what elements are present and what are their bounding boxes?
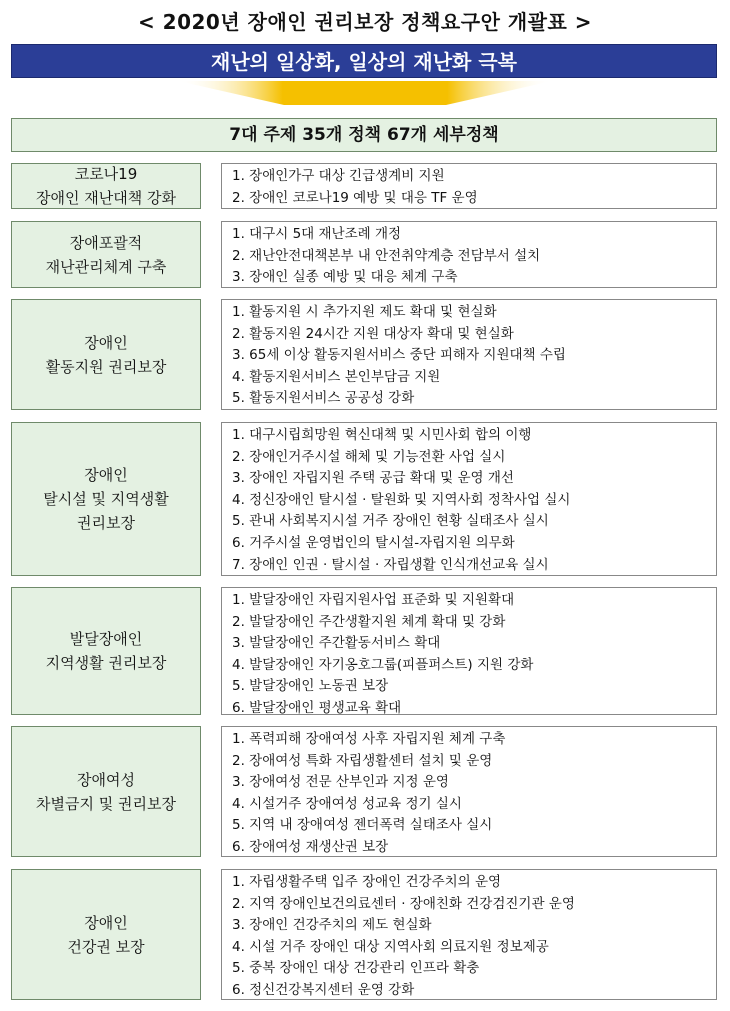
- policy-section-disabled-women: [11, 726, 717, 857]
- policy-item: 1. 장애인가구 대상 긴급생계비 지원: [232, 168, 445, 184]
- policy-summary: 7대 주제 35개 정책 67개 세부정책: [11, 118, 717, 152]
- policy-item: 6. 장애여성 재생산권 보장: [232, 838, 389, 855]
- policy-item: 7. 장애인 인권 · 탈시설 · 자립생활 인식개선교육 실시: [232, 556, 549, 573]
- policy-item: 1. 발달장애인 자립지원사업 표준화 및 지원확대: [232, 592, 515, 608]
- policy-item: 5. 지역 내 장애여성 젠더폭력 실태조사 실시: [232, 817, 493, 834]
- policy-item: 6. 거주시설 운영법인의 탈시설-자립지원 의무화: [232, 534, 515, 551]
- page-title: < 2020년 장애인 권리보장 정책요구안 개괄표 >: [137, 10, 593, 34]
- policy-item: 1. 대구시립희망원 혁신대책 및 시민사회 합의 이행: [232, 427, 532, 443]
- policy-item: 5. 중복 장애인 대상 건강관리 인프라 확충: [232, 960, 480, 977]
- policy-item: 2. 장애인 코로나19 예방 및 대응 TF 운영: [232, 189, 478, 206]
- policy-item: 2. 재난안전대책본부 내 안전취약계층 전담부서 설치: [232, 247, 541, 264]
- policy-item: 5. 활동지원서비스 공공성 강화: [232, 390, 415, 407]
- theme-label: 장애인 건강권 보장: [11, 869, 201, 1000]
- policy-item: 6. 발달장애인 평생교육 확대: [232, 699, 402, 716]
- policy-item: 3. 장애인 실종 예방 및 대응 체계 구축: [232, 269, 458, 286]
- policy-item: 2. 발달장애인 주간생활지원 체계 확대 및 강화: [232, 613, 506, 630]
- policy-item: 3. 65세 이상 활동지원서비스 중단 피해자 지원대책 수립: [232, 347, 566, 364]
- policy-list: [221, 869, 717, 1000]
- policy-item: 4. 시설 거주 장애인 대상 지역사회 의료지원 정보제공: [232, 938, 549, 955]
- policy-item: 1. 폭력피해 장애여성 사후 자립지원 체계 구축: [232, 731, 506, 747]
- policy-item: 1. 자립생활주택 입주 장애인 건강주치의 운영: [232, 874, 502, 890]
- policy-item: 4. 발달장애인 자기옹호그룹(피플퍼스트) 지원 강화: [232, 656, 534, 673]
- policy-list: [221, 422, 717, 576]
- policy-list: [221, 221, 717, 288]
- policy-list: [221, 163, 717, 209]
- policy-list: [221, 299, 717, 410]
- policy-item: 2. 지역 장애인보건의료센터 · 장애친화 건강검진기관 운영: [232, 895, 575, 912]
- theme-label: 장애여성 차별금지 및 권리보장: [11, 726, 201, 857]
- policy-item: 5. 관내 사회복지시설 거주 장애인 현황 실태조사 실시: [232, 513, 549, 530]
- policy-section-disaster-management: [11, 221, 717, 288]
- policy-item: 3. 발달장애인 주간활동서비스 확대: [232, 635, 441, 652]
- policy-item: 1. 대구시 5대 재난조례 개정: [232, 226, 402, 242]
- policy-item: 3. 장애인 건강주치의 제도 현실화: [232, 917, 432, 934]
- theme-label: 코로나19 장애인 재난대책 강화: [11, 163, 201, 209]
- policy-item: 5. 발달장애인 노동권 보장: [232, 678, 389, 695]
- policy-section-deinstitutionalization: [11, 422, 717, 576]
- policy-list: [221, 587, 717, 715]
- policy-item: 4. 정신장애인 탈시설 · 탈원화 및 지역사회 정착사업 실시: [232, 491, 571, 508]
- policy-item: 4. 시설거주 장애여성 성교육 정기 실시: [232, 795, 462, 812]
- theme-label: 장애포괄적 재난관리체계 구축: [11, 221, 201, 288]
- down-arrow-icon: [178, 81, 552, 105]
- policy-item: 4. 활동지원서비스 본인부담금 지원: [232, 368, 441, 385]
- policy-item: 6. 정신건강복지센터 운영 강화: [232, 981, 415, 998]
- policy-item: 3. 장애인 자립지원 주택 공급 확대 및 운영 개선: [232, 470, 514, 487]
- policy-section-health-rights: [11, 869, 717, 1000]
- policy-item: 2. 활동지원 24시간 지원 대상자 확대 및 현실화: [232, 325, 514, 342]
- policy-section-developmental-disability: [11, 587, 717, 715]
- policy-list: [221, 726, 717, 857]
- policy-section-activity-support: [11, 299, 717, 410]
- policy-item: 1. 활동지원 시 추가지원 제도 확대 및 현실화: [232, 304, 497, 320]
- theme-banner: 재난의 일상화, 일상의 재난화 극복: [11, 44, 717, 78]
- policy-section-covid: [11, 163, 717, 209]
- theme-label: 발달장애인 지역생활 권리보장: [11, 587, 201, 715]
- policy-item: 3. 장애여성 전문 산부인과 지정 운영: [232, 774, 449, 791]
- policy-item: 2. 장애인거주시설 해체 및 기능전환 사업 실시: [232, 448, 506, 465]
- theme-label: 장애인 탈시설 및 지역생활 권리보장: [11, 422, 201, 576]
- policy-item: 2. 장애여성 특화 자립생활센터 설치 및 운영: [232, 752, 493, 769]
- theme-label: 장애인 활동지원 권리보장: [11, 299, 201, 410]
